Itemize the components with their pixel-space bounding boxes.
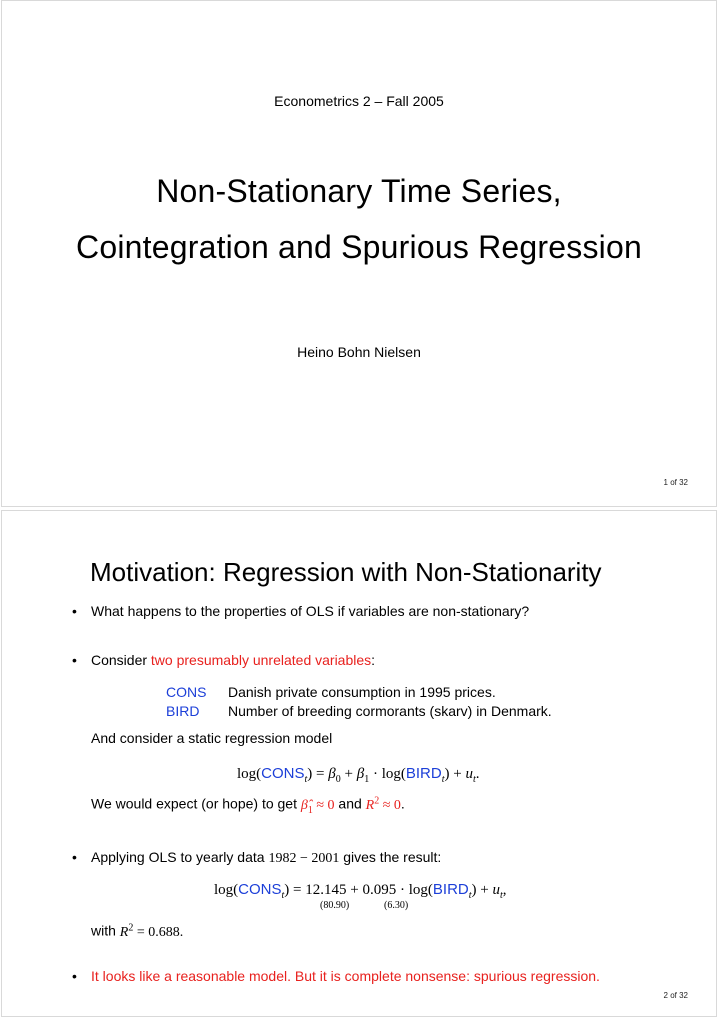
expectation-line: We would expect (or hope) to get $\betâ_1 \approx 0$ and $R^2 \approx 0$.: [91, 795, 405, 816]
course-header: Econometrics 2 – Fall 2005: [274, 93, 444, 109]
bullet-text-main: Applying OLS to yearly data: [91, 849, 265, 865]
r2-line: [91, 922, 183, 941]
r2-expression: $R^2 \approx 0$: [365, 795, 401, 813]
page-number: 2 of 32: [663, 991, 688, 1000]
estimated-equation: $\log(CONS_t) = 12.145 + 0.095$ · $\log(BIRD_t) + u_t$,: [214, 881, 507, 901]
expect-text: We would expect (or hope) to get: [91, 795, 297, 812]
bullet-text: [91, 652, 375, 668]
var-cons-label: CONS: [166, 684, 207, 700]
bullet-suffix: :: [371, 652, 376, 668]
bullet-icon: •: [72, 849, 77, 865]
se-slope: (6.30): [384, 900, 409, 911]
static-model-text: And consider a static regression model: [91, 730, 333, 746]
bullet-icon: •: [72, 968, 77, 984]
bullet-text: It looks like a reasonable model. But it is complete nonsense: spurious regression.: [91, 968, 600, 984]
slide-title-page: [1, 0, 717, 507]
expect-and: and: [338, 795, 362, 812]
beta-hat-expression: $\betâ_1 \approx 0$: [300, 797, 335, 816]
bullet-text: [91, 849, 441, 867]
r2-value: = 0.688.: [136, 924, 184, 940]
var-bird-desc: Number of breeding cormorants (skarv) in Denmark.: [228, 703, 552, 719]
se-constant: (80.90): [320, 900, 350, 911]
var-bird-label: BIRD: [166, 703, 200, 719]
page-number: 1 of 32: [663, 478, 688, 487]
var-cons-desc: Danish private consumption in 1995 prices.: [228, 684, 496, 700]
title-line-1: Non-Stationary Time Series,: [156, 173, 562, 209]
estimate-constant: 12.145: [305, 882, 347, 898]
bullet-icon: •: [72, 652, 77, 668]
r2-prefix: with: [91, 922, 116, 939]
bullet-prefix: Consider: [91, 652, 151, 668]
estimate-slope: 0.095: [362, 882, 397, 898]
bullet-text-suffix: gives the result:: [343, 849, 442, 865]
slide-heading: Motivation: Regression with Non-Stationarity: [90, 557, 602, 587]
highlight-unrelated: two presumably unrelated variables: [150, 652, 372, 668]
slide-motivation: [1, 510, 717, 1017]
model-equation: $\log(CONS_t) = \beta_0 + \beta_1$ · $\log(BIRD_t) + u_t$.: [237, 765, 480, 785]
title-line-2: Cointegration and Spurious Regression: [76, 229, 642, 265]
bullet-text: What happens to the properties of OLS if variables are non-stationary?: [91, 603, 530, 619]
author-name: Heino Bohn Nielsen: [297, 344, 421, 360]
year-range: 1982 − 2001: [268, 851, 340, 866]
r2-value-expression: $R^2 = 0.688$.: [119, 922, 184, 940]
bullet-icon: •: [72, 603, 77, 619]
